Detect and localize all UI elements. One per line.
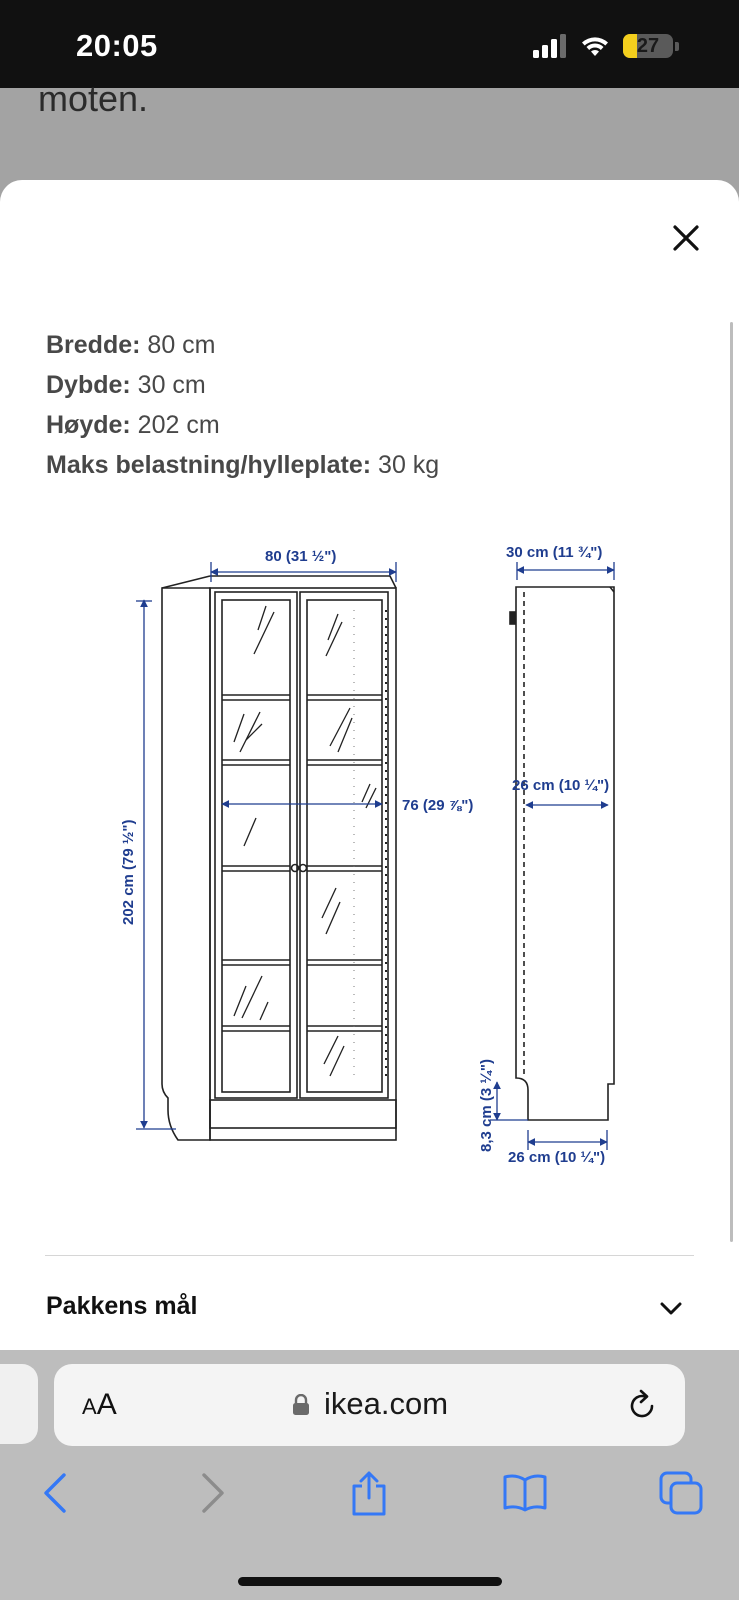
side-view-dimensions xyxy=(490,562,614,1150)
spec-value: 202 cm xyxy=(130,411,220,439)
share-button[interactable] xyxy=(344,1468,394,1518)
width-dimension-label: 80 (31 ½") xyxy=(265,548,337,565)
previous-tab-preview[interactable] xyxy=(0,1364,38,1444)
plinth-height-dimension-label: 8,3 cm (3 ¼") xyxy=(478,1059,495,1152)
wifi-icon xyxy=(579,34,611,58)
front-view-dimensions xyxy=(136,562,396,1129)
divider xyxy=(45,1255,694,1256)
chevron-left-icon xyxy=(42,1473,68,1513)
spec-row xyxy=(46,365,439,405)
share-icon xyxy=(350,1470,388,1516)
url-text[interactable]: ikea.com xyxy=(324,1386,449,1421)
inner-width-dimension-label: 76 (29 ⅞") xyxy=(402,797,474,814)
status-bar xyxy=(0,0,739,88)
spec-row xyxy=(46,325,439,365)
back-button[interactable] xyxy=(30,1468,80,1518)
spec-key: Dybde: xyxy=(46,371,131,399)
reader-settings-button[interactable] xyxy=(82,1388,117,1422)
spec-value: 30 cm xyxy=(130,371,206,399)
spec-key: Høyde: xyxy=(46,411,131,439)
battery-level: 27 xyxy=(636,35,660,57)
height-dimension-label: 202 cm (79 ½") xyxy=(120,819,137,925)
battery-icon xyxy=(623,34,673,58)
home-indicator[interactable] xyxy=(238,1577,502,1586)
tabs-icon xyxy=(659,1471,703,1515)
cellular-signal-icon xyxy=(533,34,567,58)
tabs-button[interactable] xyxy=(656,1468,706,1518)
close-button[interactable] xyxy=(668,220,704,256)
browser-bottom-bar xyxy=(0,1350,739,1600)
spec-key: Maks belastning/hylleplate: xyxy=(46,451,372,479)
package-dimensions-header[interactable]: Pakkens mål xyxy=(46,1292,198,1320)
chevron-right-icon xyxy=(200,1473,226,1513)
bookmarks-button[interactable] xyxy=(500,1468,550,1518)
front-view-cabinet xyxy=(162,576,396,1140)
side-view-cabinet xyxy=(510,587,614,1120)
spec-key: Bredde: xyxy=(46,331,141,359)
lock-icon xyxy=(292,1394,310,1416)
dimensions-sheet xyxy=(0,180,739,1350)
status-icons xyxy=(533,34,679,58)
bottom-depth-dimension-label: 26 cm (10 ¼") xyxy=(508,1149,606,1166)
spec-value: 80 cm xyxy=(140,331,216,359)
chevron-down-icon[interactable] xyxy=(660,1302,682,1316)
close-icon xyxy=(672,224,700,252)
status-time: 20:05 xyxy=(76,28,158,63)
browser-toolbar xyxy=(0,1468,739,1528)
address-bar[interactable] xyxy=(54,1364,685,1446)
forward-button[interactable] xyxy=(188,1468,238,1518)
spec-value: 30 kg xyxy=(371,451,440,479)
battery-nub xyxy=(675,42,679,51)
background-page-text: moten. xyxy=(38,78,149,119)
aa-large-label: A xyxy=(96,1388,117,1421)
inner-depth-dimension-label: 26 cm (10 ¼") xyxy=(512,777,610,794)
aa-small-label: A xyxy=(82,1394,97,1419)
spec-row xyxy=(46,405,439,445)
spec-list xyxy=(46,325,439,485)
spec-row xyxy=(46,445,439,485)
depth-dimension-label: 30 cm (11 ¾") xyxy=(506,544,603,561)
dimension-drawing xyxy=(0,530,739,1170)
book-icon xyxy=(502,1474,548,1512)
reload-icon[interactable] xyxy=(628,1388,658,1420)
